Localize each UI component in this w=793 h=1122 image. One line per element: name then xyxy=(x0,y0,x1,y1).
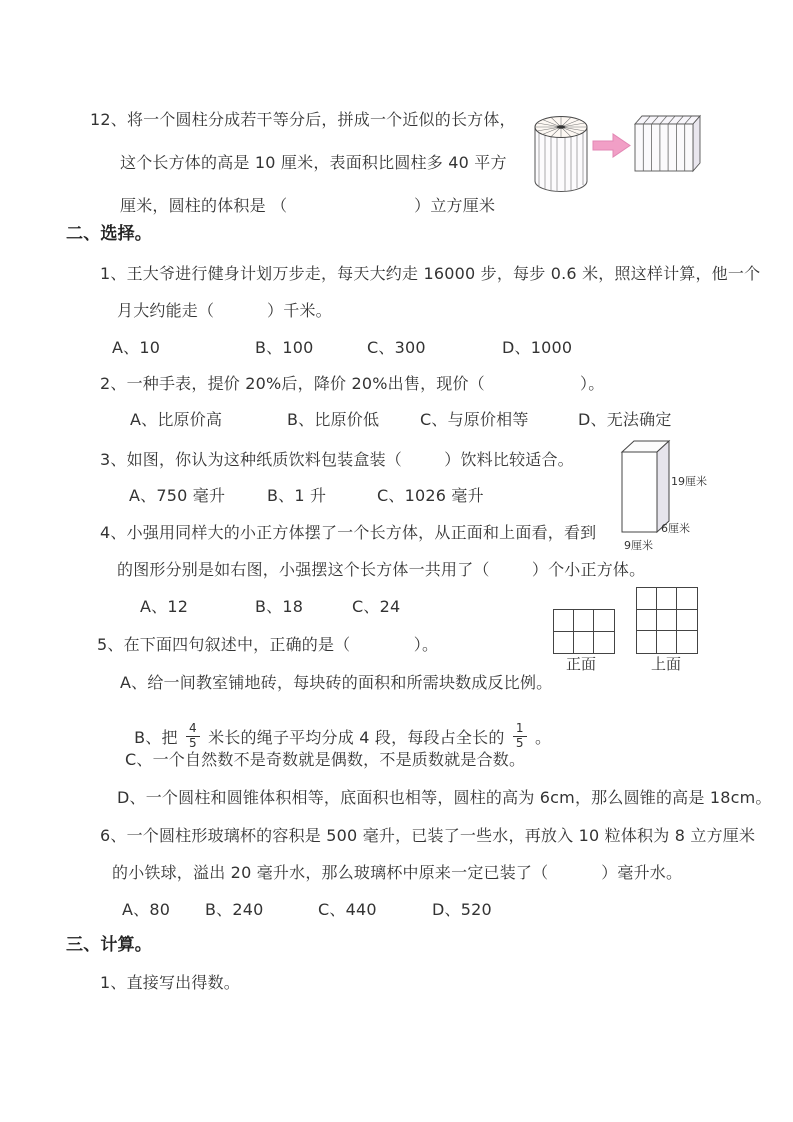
fraction-1-5 xyxy=(513,722,527,751)
q4-option-b: B、18 xyxy=(255,597,304,616)
q3-option-b: B、1 升 xyxy=(267,486,327,505)
grid-cell xyxy=(637,610,657,632)
fraction-numerator: 1 xyxy=(515,721,524,735)
top-view-label: 上面 xyxy=(651,655,682,673)
section-calc-header: 三、计算。 xyxy=(66,935,152,955)
box-height-label: 19厘米 xyxy=(671,475,707,488)
q12-line-1: 12、将一个圆柱分成若干等分后，拼成一个近似的长方体， xyxy=(90,110,516,129)
q12-line-2: 这个长方体的高是 10 厘米，表面积比圆柱多 40 平方 xyxy=(120,153,507,172)
grid-cell xyxy=(574,610,594,632)
q2-option-c: C、与原价相等 xyxy=(420,410,529,429)
arrow-icon xyxy=(593,134,630,157)
cuboid-slabs-icon xyxy=(635,116,700,171)
q6-option-d: D、520 xyxy=(432,900,492,919)
grid-cell xyxy=(677,588,697,610)
q4-option-c: C、24 xyxy=(352,597,401,616)
section-choice-header: 二、选择。 xyxy=(66,224,152,244)
q2-option-a: A、比原价高 xyxy=(130,410,223,429)
grid-cell xyxy=(657,610,677,632)
fraction-denominator: 5 xyxy=(513,736,527,751)
q6-line-2: 的小铁球，溢出 20 毫升水，那么玻璃杯中原来一定已装了（ ）毫升水。 xyxy=(112,863,683,882)
grid-cell xyxy=(677,610,697,632)
q1-option-d: D、1000 xyxy=(502,338,573,357)
box-width-label: 9厘米 xyxy=(624,539,653,552)
q5-option-c: C、一个自然数不是奇数就是偶数，不是质数就是合数。 xyxy=(125,750,526,769)
grid-cell xyxy=(594,632,614,654)
q4-line-1: 4、小强用同样大的小正方体摆了一个长方体，从正面和上面看，看到 xyxy=(100,523,597,542)
q4-option-a: A、12 xyxy=(140,597,189,616)
q1-option-b: B、100 xyxy=(255,338,314,357)
q3-line-1: 3、如图，你认为这种纸质饮料包装盒装（ ）饮料比较适合。 xyxy=(100,450,574,469)
q1-line-1: 1、王大爷进行健身计划万步走，每天大约走 16000 步，每步 0.6 米，照这样计算，他一个 xyxy=(100,264,761,283)
q6-line-1: 6、一个圆柱形玻璃杯的容积是 500 毫升，已装了一些水，再放入 10 粒体积为 8 立方厘米 xyxy=(100,826,756,845)
q1-option-c: C、300 xyxy=(367,338,426,357)
box-icon xyxy=(622,441,669,532)
q1-line-2: 月大约能走（ ）千米。 xyxy=(117,301,332,320)
q1-option-a: A、10 xyxy=(112,338,161,357)
q5b-prefix: B、把 xyxy=(134,727,184,747)
front-view-label: 正面 xyxy=(566,655,597,673)
grid-cell xyxy=(657,631,677,653)
fraction-4-5 xyxy=(186,722,200,751)
cylinder-icon xyxy=(535,117,587,192)
grid-cell xyxy=(677,631,697,653)
grid-cell xyxy=(574,632,594,654)
q4-line-2: 的图形分别是如右图，小强摆这个长方体一共用了（ ）个小正方体。 xyxy=(117,560,646,579)
grid-cell xyxy=(554,632,574,654)
grid-cell xyxy=(637,631,657,653)
grid-cell xyxy=(657,588,677,610)
fraction-numerator: 4 xyxy=(189,721,197,735)
q5b-suffix: 。 xyxy=(529,727,552,747)
top-view-grid xyxy=(636,587,698,654)
q3-option-c: C、1026 毫升 xyxy=(377,486,484,505)
q2-option-b: B、比原价低 xyxy=(287,410,380,429)
q5-option-a: A、给一间教室铺地砖，每块砖的面积和所需块数成反比例。 xyxy=(120,673,553,692)
fraction-denominator: 5 xyxy=(186,736,200,751)
box-depth-label: 6厘米 xyxy=(661,522,690,535)
grid-cell xyxy=(594,610,614,632)
calc-item-1: 1、直接写出得数。 xyxy=(100,973,240,992)
q5-option-d: D、一个圆柱和圆锥体积相等，底面积也相等，圆柱的高为 6cm，那么圆锥的高是 18cm。 xyxy=(117,788,772,807)
cylinder-to-cuboid-figure xyxy=(528,103,713,198)
q3-option-a: A、750 毫升 xyxy=(129,486,226,505)
q6-option-c: C、440 xyxy=(318,900,377,919)
q2-option-d: D、无法确定 xyxy=(578,410,672,429)
q2-line-1: 2、一种手表，提价 20%后，降价 20%出售，现价（ ）。 xyxy=(100,374,605,393)
q12-line-3: 厘米，圆柱的体积是 （ ）立方厘米 xyxy=(120,196,496,215)
grid-cell xyxy=(554,610,574,632)
q5-line-1: 5、在下面四句叙述中，正确的是（ ）。 xyxy=(97,635,439,654)
q6-option-a: A、80 xyxy=(122,900,171,919)
q5b-middle: 米长的绳子平均分成 4 段，每段占全长的 xyxy=(202,727,510,747)
q6-option-b: B、240 xyxy=(205,900,264,919)
grid-cell xyxy=(637,588,657,610)
front-view-grid xyxy=(553,609,615,654)
